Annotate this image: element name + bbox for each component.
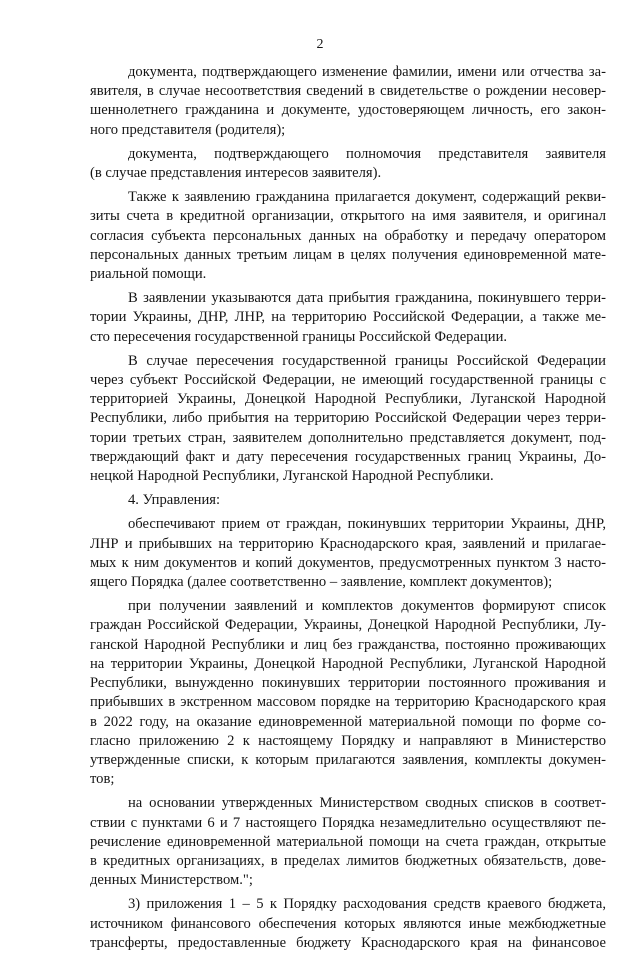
text-line: ного представителя (родителя); — [90, 121, 286, 138]
paragraph — [90, 289, 606, 347]
text-line: на основании утвержденных Министерством сводных списков в соответ- — [128, 795, 606, 812]
text-line: согласия субъекта персональных данных на обработку и передачу оператором — [90, 227, 606, 244]
text-line: на территории Украины, Донецкой Народной Республики, Луганской Народной — [90, 655, 606, 672]
text-line: речисление единовременной материальной помощи на счета граждан, открытые — [90, 833, 606, 850]
text-line: документа, подтверждающего изменение фамилии, имени или отчества за- — [128, 64, 606, 80]
text-line: ящего Порядка (далее соответственно – заявление, комплект документов); — [90, 574, 553, 591]
text-line: мых к ним документов и копий документов, предусмотренных пунктом 3 насто- — [90, 554, 606, 571]
text-line: сто пересечения государственной границы Российской Федерации. — [90, 328, 508, 345]
text-line: граждан Российской Федерации, Украины, Донецкой Народной Республики, Лу- — [90, 617, 606, 634]
text-line: через субъект Российской Федерации, не имеющий государственной границы с — [90, 372, 606, 389]
text-line: В заявлении указываются дата прибытия гражданина, покинувшего терри- — [128, 290, 606, 307]
text-line: Республики, либо прибытия на территорию Российской Федерации через терри- — [90, 410, 606, 427]
text-line: трансферты, предоставленные бюджету Краснодарского края на финансовое — [90, 934, 606, 951]
text-line: Республики, вынужденно покинувших территории постоянного проживания и — [90, 675, 606, 692]
text-line: денных Министерством."; — [90, 872, 253, 889]
text-line: при получении заявлений и комплектов документов формируют список — [128, 598, 606, 615]
paragraph — [90, 352, 606, 486]
text-line: в 2022 году, на оказание единовременной материальной помощи по форме со- — [90, 713, 606, 730]
text-line: нецкой Народной Республики, Луганской Народной Республики. — [90, 468, 494, 485]
text-line: риальной помощи. — [90, 266, 207, 283]
text-line: гласно приложению 2 к настоящему Порядку и направляют в Министерство — [90, 732, 606, 749]
text-line: Также к заявлению гражданина прилагается документ, содержащий рекви- — [128, 189, 606, 206]
text-line: утвержденные списки, к которым прилагаются заявления, комплекты докумен- — [90, 751, 606, 768]
document-body — [90, 63, 606, 958]
page-number: 2 — [316, 37, 324, 52]
text-line: 4. Управления: — [128, 492, 221, 509]
text-line: шеннолетнего гражданина и документе, удостоверяющем личность, его закон- — [90, 102, 606, 119]
text-line: документа, подтверждающего полномочия представителя заявителя — [128, 145, 606, 162]
paragraph — [90, 794, 606, 890]
text-line: тории Украины, ДНР, ЛНР, на территорию Российской Федерации, а также ме- — [90, 309, 606, 326]
text-line: тов; — [90, 771, 115, 788]
text-line: территорией Украины, Донецкой Народной Республики, Луганской Народной — [90, 391, 606, 408]
text-line: источником финансового обеспечения которых являются иные межбюджетные — [90, 915, 606, 932]
text-line: явителя, в случае несоответствия сведений в свидетельстве о рождении несовер- — [90, 83, 606, 100]
text-line: ганской Народной Республики и лиц без гражданства, постоянно проживающих — [90, 636, 606, 653]
text-line: в кредитных организациях, в пределах лимитов бюджетных обязательств, дове- — [90, 852, 606, 869]
text-line: тории третьих стран, заявителем дополнительно представляется документ, под- — [90, 429, 606, 446]
text-line: обеспечивают прием от граждан, покинувших территории Украины, ДНР, — [128, 516, 606, 533]
text-line: тверждающий факт и дату пересечения государственных границ Украины, До- — [90, 448, 606, 465]
paragraph — [90, 597, 606, 789]
paragraph — [90, 491, 606, 510]
text-line: 3) приложения 1 – 5 к Порядку расходования средств краевого бюджета, — [128, 896, 606, 913]
text-line: ЛНР и прибывших на территорию Краснодарского края, заявлений и прилагае- — [90, 535, 606, 552]
paragraph — [90, 188, 606, 284]
paragraph — [90, 145, 606, 183]
paragraph — [90, 63, 606, 140]
text-line: прибывших в экстренном массовом порядке на территорию Краснодарского края — [90, 694, 606, 711]
text-line: персональных данных третьим лицам в целях получения единовременной мате- — [90, 246, 606, 263]
text-line: В случае пересечения государственной границы Российской Федерации — [128, 352, 606, 369]
text-line: ствии с пунктами 6 и 7 настоящего Порядка незамедлительно осуществляют пе- — [90, 814, 606, 831]
text-line: зиты счета в кредитной организации, открытого на имя заявителя, и оригинал — [90, 208, 606, 225]
text-line: (в случае представления интересов заявителя). — [90, 165, 382, 182]
paragraph — [90, 515, 606, 592]
